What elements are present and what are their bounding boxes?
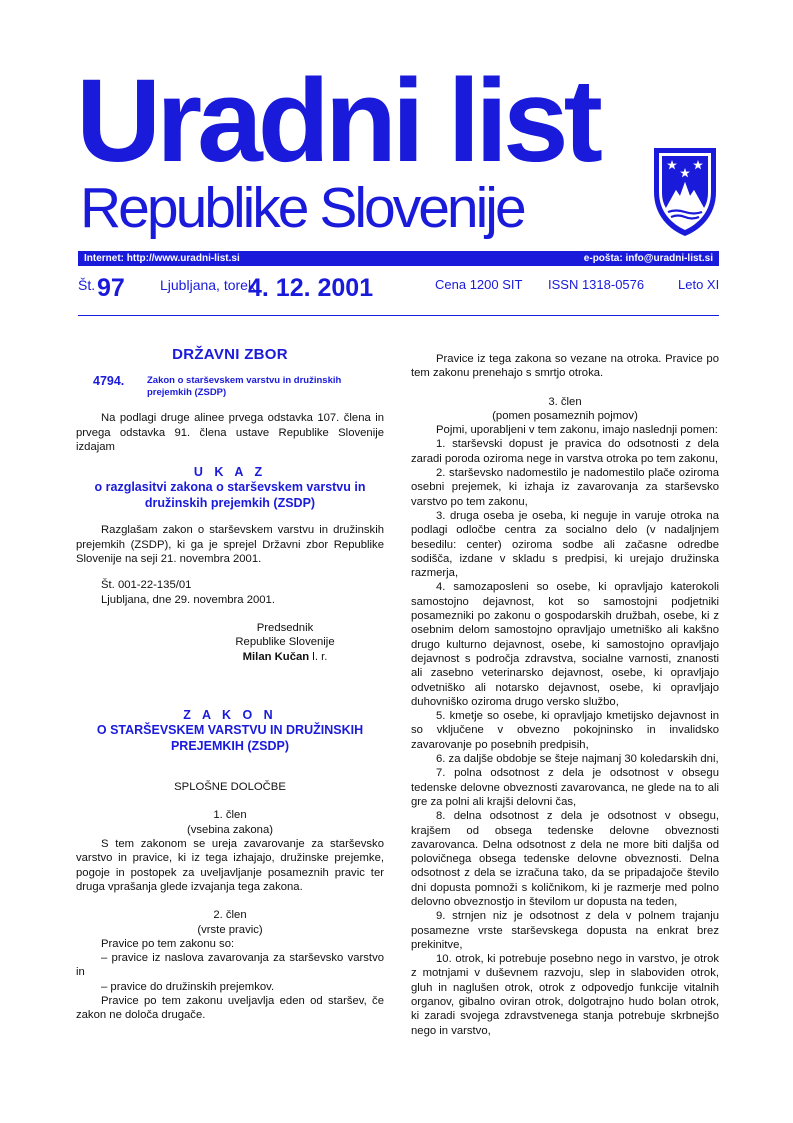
- definition-item: 9. strnjen niz je odsotnost z dela v polnem trajanju posamezne vrste starševskega dopusta na enkrat brez prekinitve,: [411, 910, 719, 951]
- ukaz-heading: U K A Z: [193, 465, 267, 480]
- article-3-title: (pomen posameznih pojmov): [492, 409, 638, 422]
- issue-info: [78, 271, 719, 307]
- article-2-item: – pravice do družinskih prejemkov.: [101, 980, 275, 993]
- definition-item: 4. samozaposleni so osebe, ki opravljajo katerokoli samostojno dejavnost, kot so samostojni podjetniki posamezniki po zakonu o gospodarskih družbah, osebe, ki z osebnim delom samostojno opravljajo umetniško ali kakšno drugo kulturno dejavnost, osebe, ki samostojno opravljajo dejavnost s področja zdravstva, socialne varnosti, znanosti ali zasebno veterinarsko dejavnost, osebe, ki opravljajo odvetniško ali notarsko dejavnost, osebe, ki opravljajo duhovniško oziroma drugo versko službo,: [411, 581, 719, 708]
- masthead-subtitle: Republike Slovenije: [80, 176, 524, 240]
- article-1-title: (vsebina zakona): [186, 823, 274, 836]
- right-column: [411, 352, 719, 1038]
- section-heading: DRŽAVNI ZBOR: [172, 346, 288, 363]
- reference-date: Ljubljana, dne 29. novembra 2001.: [101, 593, 275, 606]
- act-title: Zakon o starševskem varstvu in družinskih prejemkih (ZSDP): [147, 375, 342, 399]
- zakon-heading: Z A K O N: [183, 707, 277, 722]
- issue-issn: ISSN 1318-0576: [548, 277, 645, 292]
- preamble: Na podlagi druge alinee prvega odstavka 107. člena in prvega odstavka 91. člena ustave Republike Slovenije izdajam: [76, 412, 384, 453]
- website-link[interactable]: Internet: http://www.uradni-list.si: [84, 253, 240, 264]
- definition-item: 6. za daljše obdobje se šteje najmanj 30 koledarskih dni,: [436, 753, 719, 766]
- definition-item: 1. starševski dopust je pravica do odsotnosti z dela zaradi poroda oziroma nege in varstva otroka po tem zakonu,: [411, 438, 719, 465]
- definition-item: 5. kmetje so osebe, ki opravljajo kmetijsko dejavnost in so vključene v obvezno pokojninsko in invalidsko zavarovanje po posebnih predpisih,: [411, 710, 719, 751]
- article-1-number: 1. člen: [213, 809, 247, 822]
- issue-price: Cena 1200 SIT: [435, 277, 523, 292]
- chapter-heading: SPLOŠNE DOLOČBE: [174, 781, 286, 794]
- article-3-number: 3. člen: [548, 395, 582, 408]
- intro-paragraph: Pravice iz tega zakona so vezane na otroka. Pravice po tem zakonu prenehajo s smrtjo otroka.: [411, 353, 719, 380]
- signer-role: Predsednik: [256, 621, 314, 634]
- definition-item: 3. druga oseba je oseba, ki neguje in varuje otroka na podlagi odločbe centra za socialno delo (v nadaljnjem besedilu: center) oziroma sodbe ali začasne odredbe sodišča, izdane v skladu s predpisi, ki urejajo družinska razmerja,: [411, 509, 719, 580]
- act-number: 4794.: [93, 374, 125, 389]
- definition-item: 7. polna odsotnost z dela je odsotnost v obsegu tedenske delovne obveznosti zavarovanca, ne glede na to ali gre za polni ali krajši delovni čas,: [411, 767, 719, 808]
- issue-year: Leto XI: [678, 277, 720, 292]
- definition-item: 10. otrok, ki potrebuje posebno nego in varstvo, je otrok z motnjami v duševnem razvoju, slep in slaboviden otrok, gluh in naglušen otrok, otrok z odpovedjo funkcije vitalnih organov, gibalno oviran otrok, dolgotrajno hudo bolan otrok, ki zaradi svojega zdravstvenega stanja potrebuje skrbnejšo nego in varstvo,: [411, 953, 719, 1037]
- reference-number: Št. 001-22-135/01: [101, 579, 192, 592]
- article-2-item: – pravice iz naslova zavarovanja za starševsko varstvo in: [76, 952, 384, 979]
- issue-number: 97: [97, 274, 125, 302]
- ukaz-text: Razglašam zakon o starševskem varstvu in družinskih prejemkih (ZSDP), ki ga je sprejel Državni zbor Republike Slovenije na seji 21. novembra 2001.: [76, 524, 384, 566]
- act-header: [76, 374, 384, 399]
- contact-bar: [78, 251, 719, 266]
- article-1-text: S tem zakonom se ureja zavarovanje za starševsko varstvo in pravice, ki iz tega izhajajo, družinske prejemke, pogoje in postopek za uveljavljanje posameznih pravic ter druga vprašanja glede izvajanja tega zakona.: [76, 838, 384, 893]
- left-column: [76, 348, 384, 1023]
- article-2-number: 2. člen: [213, 909, 247, 922]
- signer-name: Milan Kučan: [242, 650, 310, 663]
- article-3-lead: Pojmi, uporabljeni v tem zakonu, imajo naslednji pomen:: [436, 424, 718, 437]
- issue-place-day: Ljubljana, torek: [160, 277, 255, 293]
- definition-item: 2. starševsko nadomestilo je nadomestilo plače oziroma osebni prejemek, ki izhaja iz zavarovanja za starševsko varstvo po tem zakonu,: [411, 467, 719, 508]
- ukaz-title: o razglasitvi zakona o starševskem varstvu in družinskih prejemkih (ZSDP): [94, 480, 366, 511]
- masthead-title: Uradni list: [76, 55, 598, 187]
- coat-of-arms-icon: [652, 146, 718, 238]
- header-divider: [78, 315, 719, 316]
- email-link[interactable]: e-pošta: info@uradni-list.si: [583, 253, 713, 264]
- signer-role-country: Republike Slovenije: [235, 636, 335, 649]
- article-2-closing: Pravice po tem zakonu uveljavlja eden od staršev, če zakon ne določa drugače.: [76, 995, 384, 1022]
- definition-item: 8. delna odsotnost z dela je odsotnost v obsegu, krajšem od obsega tedenske delovne obveznosti zavarovanca. Delna odsotnost z dela ne more biti daljša od polovičnega obsega tedenske delovne obveznosti. Delna odsotnost z dela se izračuna tako, da se pripadajoče število dni dopusta pomnoži s količnikom, ki je razmerje med polno delovno obveznostjo in številom ur dopusta na teden,: [411, 810, 719, 908]
- zakon-title: O STARŠEVSKEM VARSTVU IN DRUŽINSKIH PREJEMKIH (ZSDP): [96, 723, 364, 754]
- signer-suffix: l. r.: [309, 650, 328, 663]
- article-2-lead: Pravice po tem zakonu so:: [101, 937, 235, 950]
- article-2-title: (vrste pravic): [197, 923, 263, 936]
- signature-line: [186, 650, 384, 664]
- issue-date: 4. 12. 2001: [248, 274, 374, 302]
- issue-number-label: Št.: [78, 277, 96, 293]
